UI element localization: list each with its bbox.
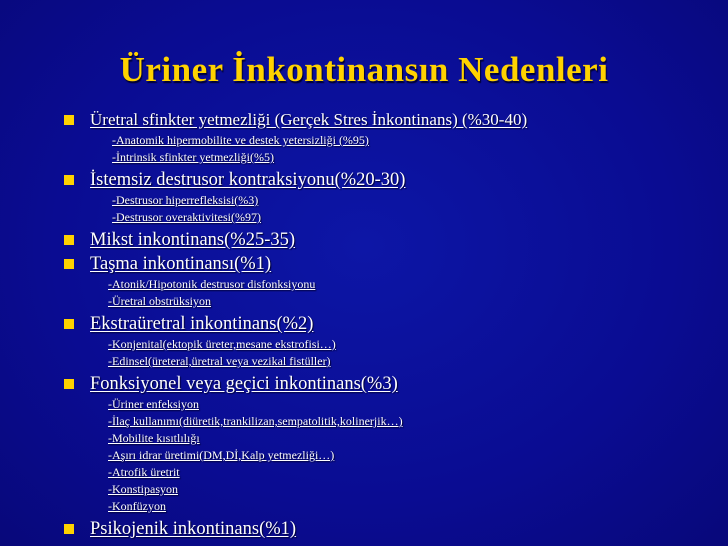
section-5	[64, 312, 708, 370]
sub-item: -Destrusor hiperrefleksisi(%3)	[112, 193, 259, 207]
slide-title: Üriner İnkontinansın Nedenleri	[119, 50, 609, 89]
bullet-item	[64, 312, 708, 336]
bullet-label: Taşma inkontinansı(%1)	[90, 254, 272, 274]
bullet-item	[64, 168, 708, 192]
bullet-item	[64, 228, 708, 252]
bullet-item	[64, 372, 708, 396]
square-bullet-icon	[64, 115, 74, 125]
bullet-label: Fonksiyonel veya geçici inkontinans(%3)	[90, 374, 398, 394]
section-4	[64, 252, 708, 310]
section-7	[64, 517, 708, 541]
section-2	[64, 168, 708, 226]
bullet-item	[64, 517, 708, 541]
bullet-label: Psikojenik inkontinans(%1)	[90, 519, 297, 539]
sub-item: -Üriner enfeksiyon	[108, 397, 199, 411]
section-3	[64, 228, 708, 252]
bullet-label: Üretral sfinkter yetmezliği (Gerçek Stres İnkontinans) (%30-40)	[90, 110, 528, 129]
bullet-item	[64, 108, 708, 132]
bullet-label: Ekstraüretral inkontinans(%2)	[90, 314, 314, 334]
square-bullet-icon	[64, 379, 74, 389]
sub-item: -Destrusor overaktivitesi(%97)	[112, 210, 261, 224]
sub-item: -Konfüzyon	[108, 499, 166, 513]
section-6	[64, 372, 708, 515]
bullet-label: İstemsiz destrusor kontraksiyonu(%20-30)	[90, 170, 406, 190]
square-bullet-icon	[64, 524, 74, 534]
sub-item: -İlaç kullanımı(diüretik,trankilizan,sempatolitik,kolinerjik…)	[108, 414, 403, 428]
slide-content	[64, 108, 708, 543]
section-1	[64, 108, 708, 166]
sub-item: -Üretral obstrüksiyon	[108, 294, 211, 308]
sub-item: -Mobilite kısıtlılığı	[108, 431, 200, 445]
square-bullet-icon	[64, 235, 74, 245]
bullet-label: Mikst inkontinans(%25-35)	[90, 230, 296, 250]
sub-item: -Konstipasyon	[108, 482, 178, 496]
square-bullet-icon	[64, 259, 74, 269]
sub-item: -Aşırı idrar üretimi(DM,Dİ,Kalp yetmezliği…)	[108, 448, 335, 462]
square-bullet-icon	[64, 175, 74, 185]
sub-item: -Edinsel(üreteral,üretral veya vezikal fistüller)	[108, 354, 331, 368]
sub-item: -Atrofik üretrit	[108, 465, 180, 479]
sub-item: -Konjenital(ektopik üreter,mesane ekstrofisi…)	[108, 337, 336, 351]
sub-item: -Atonik/Hipotonik destrusor disfonksiyonu	[108, 277, 316, 291]
square-bullet-icon	[64, 319, 74, 329]
sub-item: -Anatomik hipermobilite ve destek yetersizliği (%95)	[112, 133, 369, 147]
bullet-item	[64, 252, 708, 276]
sub-item: -İntrinsik sfinkter yetmezliği(%5)	[112, 150, 274, 164]
